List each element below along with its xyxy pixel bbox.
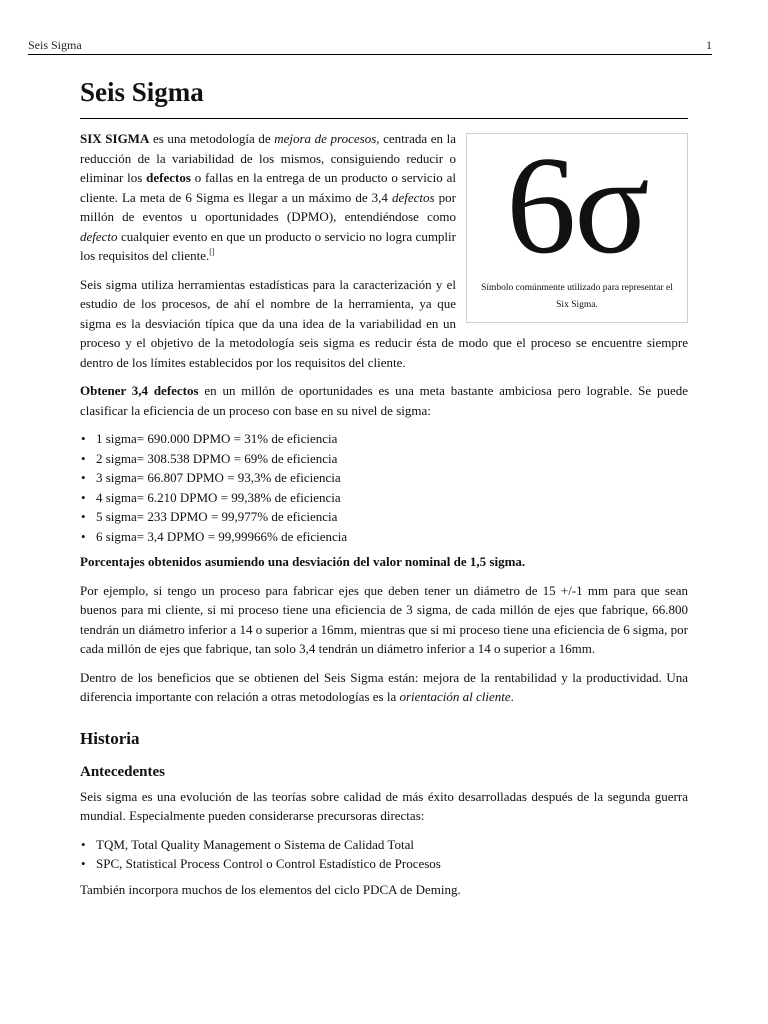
list-item: • 6 sigma= 3,4 DPMO = 99,99966% de eficiencia (80, 527, 688, 547)
citation-ref[interactable]: [] (209, 247, 215, 257)
title-divider (80, 118, 688, 119)
list-item: • 2 sigma= 308.538 DPMO = 69% de eficiencia (80, 449, 688, 469)
intro-paragraph: SIX SIGMA es una metodología de mejora de procesos, centrada en la reducción de la variabilidad de los mismos, consiguiendo reducir o eliminar los defectos o fallas en la entrega de un producto o servicio al cliente. La meta de 6 Sigma es llegar a un máximo de 3,4 defectos por millón de eventos u oportunidades (DPMO), entendiéndose como defecto cualquier evento en que un producto o servicio no logra cumplir los requisitos del cliente.[] (80, 131, 456, 263)
emphasis-defecto: defecto (80, 228, 118, 244)
running-title: Seis Sigma (28, 38, 82, 52)
link-mejora-de-procesos[interactable]: mejora de procesos (274, 131, 377, 146)
goal-paragraph: Obtener 3,4 defectos en un millón de oportunidades es una meta bastante ambiciosa pero lograble. Se puede clasificar la eficiencia de un proceso con base en su nivel de sigma: (80, 383, 689, 418)
statistics-paragraph: Seis sigma utiliza herramientas estadísticas para la caracterización y el estudio de los procesos, de ahí el nombre de la herramienta, ya que sigma es la desviación típica que da una idea de la variabilidad en un proceso y el objetivo de la metodología seis sigma es reducir ésta de modo que el proceso se encuentre siempre dentro de los límites establecidos por los requisitos del cliente. (80, 276, 688, 370)
header-divider (28, 54, 712, 55)
link-orientacion-al-cliente[interactable]: orientación al cliente (399, 689, 511, 704)
antecedentes-paragraph: Seis sigma es una evolución de las teorías sobre calidad de más éxito desarrolladas después de la segunda guerra mundial. Especialmente pueden considerarse precursoras directas: (80, 788, 688, 824)
figure-caption: Símbolo comúnmente utilizado para representar el Six Sigma. (481, 283, 673, 310)
term-defectos: defectos (146, 170, 191, 185)
precursors-list (80, 835, 688, 874)
list-item: • SPC, Statistical Process Control o Control Estadístico de Procesos (80, 854, 688, 874)
example-paragraph: Por ejemplo, si tengo un proceso para fabricar ejes que deben tener un diámetro de 15 +/-1 mm para que sean buenos para mi cliente, si mi proceso tiene una eficiencia de 3 sigma, de cada millón de ejes que fabrique, 66.800 tendrán un diámetro inferior a 14 o superior a 16mm, mientras que si mi proceso tiene una eficiencia de 6 sigma, por cada millón de ejes que fabrique, tan solo 3,4 tendrán un diámetro inferior a 14 o superior a 16mm. (80, 582, 688, 656)
page-title: Seis Sigma (80, 77, 204, 107)
running-header (28, 38, 712, 53)
percentages-note: Porcentajes obtenidos asumiendo una desviación del valor nominal de 1,5 sigma. (80, 554, 526, 569)
term-six-sigma: SIX SIGMA (80, 131, 150, 146)
list-item: • 4 sigma= 6.210 DPMO = 99,38% de eficiencia (80, 488, 688, 508)
six-sigma-figure (466, 128, 688, 323)
list-item: • TQM, Total Quality Management o Sistema de Calidad Total (80, 835, 688, 855)
article-body (80, 129, 688, 908)
list-item: • 5 sigma= 233 DPMO = 99,977% de eficiencia (80, 507, 688, 527)
page-number: 1 (706, 38, 712, 52)
emphasis-defectos: defectos (392, 189, 435, 205)
sigma-levels-list (80, 429, 688, 546)
goal-bold: Obtener 3,4 defectos (80, 383, 199, 398)
subsection-heading-antecedentes: Antecedentes (80, 763, 165, 780)
six-sigma-symbol: 6σ (506, 128, 648, 283)
list-item: • 3 sigma= 66.807 DPMO = 93,3% de eficiencia (80, 468, 688, 488)
list-item: • 1 sigma= 690.000 DPMO = 31% de eficiencia (80, 429, 688, 449)
section-heading-historia: Historia (80, 728, 140, 748)
benefits-paragraph: Dentro de los beneficios que se obtienen del Seis Sigma están: mejora de la rentabilidad y la productividad. Una diferencia importante con relación a otras metodologías es la orientación al cliente. (80, 669, 688, 704)
pdca-paragraph: También incorpora muchos de los elementos del ciclo PDCA de Deming. (80, 881, 461, 897)
